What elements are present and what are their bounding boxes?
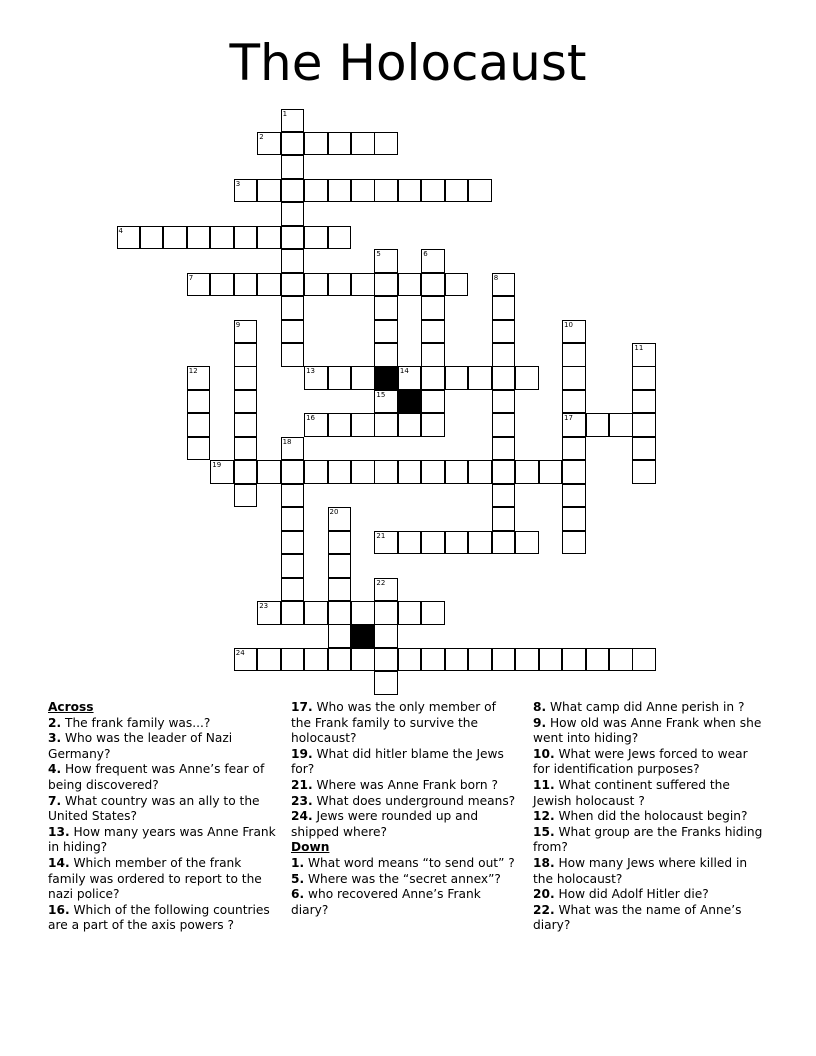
clue-item-number: 17. <box>291 700 313 714</box>
grid-cell[interactable] <box>281 273 305 297</box>
clue-item-number: 5. <box>291 871 305 886</box>
grid-cell[interactable] <box>421 413 445 437</box>
grid-cell[interactable] <box>562 413 586 437</box>
grid-cell[interactable] <box>234 413 258 437</box>
grid-cell[interactable] <box>492 296 516 320</box>
clue-number: 24 <box>235 648 245 657</box>
clue-number: 23 <box>259 602 269 610</box>
clue-number: 16 <box>306 414 316 423</box>
grid-cell[interactable] <box>374 179 398 203</box>
grid-cell[interactable] <box>351 273 375 297</box>
grid-cell[interactable] <box>492 320 516 344</box>
grid-cell[interactable] <box>257 601 281 625</box>
grid-cell[interactable] <box>445 460 469 484</box>
grid-cell[interactable] <box>304 460 328 484</box>
clue-item <box>533 700 765 716</box>
clue-item <box>533 778 765 809</box>
clue-item <box>48 716 280 732</box>
grid-cell[interactable] <box>374 249 398 273</box>
clue-column-2 <box>291 700 519 918</box>
grid-cell[interactable] <box>398 460 422 484</box>
grid-cell[interactable] <box>445 179 469 203</box>
grid-cell[interactable] <box>586 413 610 437</box>
clue-number: 10 <box>564 320 573 329</box>
grid-cell[interactable] <box>234 460 258 484</box>
grid-cell[interactable] <box>374 671 398 695</box>
grid-cell[interactable] <box>328 273 352 297</box>
grid-cell[interactable] <box>445 648 469 672</box>
clue-item <box>291 778 519 794</box>
grid-cell[interactable] <box>281 343 305 367</box>
clue-item-text: How many Jews where killed in the holocaust? <box>533 855 748 886</box>
grid-cell[interactable] <box>562 343 586 367</box>
clue-item-text: Where was Anne Frank born ? <box>312 777 498 792</box>
grid-cell[interactable] <box>421 273 445 297</box>
clue-number: 6 <box>423 250 428 259</box>
grid-cell[interactable] <box>374 413 398 437</box>
clue-item-number: 6. <box>291 887 305 902</box>
grid-cell[interactable] <box>421 366 445 390</box>
across-heading: Across <box>48 700 94 714</box>
clue-item-text: How did Adolf Hitler die? <box>554 887 709 902</box>
grid-cell[interactable] <box>468 460 492 484</box>
grid-cell[interactable] <box>304 601 328 625</box>
grid-cell[interactable] <box>374 390 398 414</box>
grid-cell[interactable] <box>492 648 516 672</box>
grid-cell[interactable] <box>328 366 352 390</box>
clue-item-text: The frank family was...? <box>61 715 211 730</box>
grid-cell[interactable] <box>398 601 422 625</box>
grid-cell[interactable] <box>515 366 539 390</box>
clue-item-text: Which member of the frank family was ordered to report to the nazi police? <box>48 855 262 902</box>
grid-cell[interactable] <box>562 531 586 555</box>
clue-item-text: Jews were rounded up and shipped where? <box>291 809 479 839</box>
grid-cell[interactable] <box>281 531 305 555</box>
clue-number: 12 <box>188 367 198 376</box>
clue-item <box>533 809 765 825</box>
grid-cell[interactable] <box>515 531 539 555</box>
grid-cell[interactable] <box>632 366 656 390</box>
grid-cell[interactable] <box>632 390 656 414</box>
grid-cell[interactable] <box>421 531 445 555</box>
clue-column-3 <box>533 700 765 934</box>
grid-cell[interactable] <box>304 132 328 156</box>
clue-item-number: 23. <box>291 793 313 808</box>
grid-cell[interactable] <box>398 273 422 297</box>
grid-cell[interactable] <box>562 390 586 414</box>
grid-cell[interactable] <box>586 648 610 672</box>
grid-cell[interactable] <box>421 249 445 273</box>
clue-item-text: What country was an ally to the United States? <box>48 793 260 824</box>
clue-item-text: What was the name of Anne’s diary? <box>533 902 742 933</box>
grid-cell[interactable] <box>281 484 305 508</box>
grid-cell[interactable] <box>304 413 328 437</box>
clue-item-text: who recovered Anne’s Frank diary? <box>291 887 481 917</box>
grid-cell[interactable] <box>257 648 281 672</box>
grid-cell[interactable] <box>374 601 398 625</box>
grid-cell[interactable] <box>492 484 516 508</box>
clue-number: 21 <box>376 531 386 540</box>
clue-column-1 <box>48 700 280 934</box>
grid-cell[interactable] <box>492 413 516 437</box>
grid-cell[interactable] <box>492 390 516 414</box>
clue-item <box>48 762 280 793</box>
grid-cell[interactable] <box>210 273 234 297</box>
grid-cell[interactable] <box>281 226 305 250</box>
grid-cell[interactable] <box>351 460 375 484</box>
grid-cell[interactable] <box>398 648 422 672</box>
clue-item <box>291 747 519 778</box>
clue-item <box>291 794 519 810</box>
clue-item-text: Where was the “secret annex”? <box>304 871 501 886</box>
grid-cell[interactable] <box>374 320 398 344</box>
grid-cell[interactable] <box>187 366 211 390</box>
clue-number: 15 <box>376 390 386 399</box>
clue-number: 4 <box>118 226 123 235</box>
clue-item <box>291 872 519 888</box>
grid-cell[interactable] <box>257 132 281 156</box>
clue-number: 14 <box>399 367 409 376</box>
grid-cell[interactable] <box>374 132 398 156</box>
clue-item-number: 2. <box>48 715 62 730</box>
grid-cell[interactable] <box>398 531 422 555</box>
grid-cell[interactable] <box>234 648 258 672</box>
grid-cell[interactable] <box>163 226 187 250</box>
grid-cell[interactable] <box>281 437 305 461</box>
grid-cell[interactable] <box>281 155 305 179</box>
grid-cell[interactable] <box>374 648 398 672</box>
clue-number: 5 <box>376 250 381 259</box>
grid-cell[interactable] <box>234 343 258 367</box>
grid-cell[interactable] <box>468 179 492 203</box>
grid-cell[interactable] <box>328 460 352 484</box>
clue-item <box>48 903 280 934</box>
grid-cell[interactable] <box>351 601 375 625</box>
grid-cell[interactable] <box>328 578 352 602</box>
grid-cell[interactable] <box>421 320 445 344</box>
grid-cell[interactable] <box>632 437 656 461</box>
grid-cell[interactable] <box>492 507 516 531</box>
clue-item-text: What camp did Anne perish in ? <box>546 700 745 714</box>
grid-cell[interactable] <box>421 296 445 320</box>
grid-cell[interactable] <box>234 273 258 297</box>
grid-cell[interactable] <box>234 437 258 461</box>
grid-cell[interactable] <box>398 179 422 203</box>
grid-block <box>351 624 375 648</box>
grid-cell[interactable] <box>281 554 305 578</box>
grid-cell[interactable] <box>421 460 445 484</box>
grid-cell[interactable] <box>304 648 328 672</box>
grid-cell[interactable] <box>468 531 492 555</box>
grid-cell[interactable] <box>632 343 656 367</box>
clue-item-text: What word means “to send out” ? <box>304 855 515 870</box>
grid-cell[interactable] <box>445 366 469 390</box>
clue-item <box>48 856 280 903</box>
grid-cell[interactable] <box>281 132 305 156</box>
clue-number: 13 <box>306 367 316 376</box>
clue-item-number: 8. <box>533 700 547 714</box>
clue-number: 7 <box>188 273 194 282</box>
grid-cell[interactable] <box>421 390 445 414</box>
grid-cell[interactable] <box>468 648 492 672</box>
grid-cell[interactable] <box>117 226 141 250</box>
clue-item <box>291 700 519 747</box>
clue-item-number: 7. <box>48 793 62 808</box>
grid-cell[interactable] <box>281 648 305 672</box>
clue-number: 20 <box>329 508 339 517</box>
clue-number: 3 <box>235 179 241 188</box>
grid-cell[interactable] <box>281 578 305 602</box>
grid-cell[interactable] <box>281 601 305 625</box>
grid-cell[interactable] <box>328 554 352 578</box>
clue-item <box>291 809 519 840</box>
grid-cell[interactable] <box>257 226 281 250</box>
grid-cell[interactable] <box>187 273 211 297</box>
clue-number: 19 <box>212 461 222 470</box>
grid-cell[interactable] <box>304 366 328 390</box>
grid-cell[interactable] <box>515 648 539 672</box>
clue-item-text: When did the holocaust begin? <box>554 809 748 824</box>
grid-cell[interactable] <box>398 366 422 390</box>
clue-item-number: 11. <box>533 777 555 792</box>
grid-cell[interactable] <box>328 507 352 531</box>
clue-item-number: 18. <box>533 855 555 870</box>
grid-cell[interactable] <box>374 624 398 648</box>
grid-cell[interactable] <box>539 648 563 672</box>
clue-item <box>533 856 765 887</box>
grid-cell[interactable] <box>445 531 469 555</box>
grid-cell[interactable] <box>374 578 398 602</box>
clue-item-text: How many years was Anne Frank in hiding? <box>48 824 276 855</box>
grid-cell[interactable] <box>562 437 586 461</box>
clue-item <box>533 887 765 903</box>
grid-cell[interactable] <box>210 460 234 484</box>
grid-cell[interactable] <box>187 437 211 461</box>
grid-cell[interactable] <box>304 179 328 203</box>
clue-number: 22 <box>376 578 386 587</box>
grid-cell[interactable] <box>257 179 281 203</box>
grid-cell[interactable] <box>281 202 305 226</box>
grid-cell[interactable] <box>562 484 586 508</box>
clue-item-text: What does underground means? <box>312 793 516 808</box>
grid-cell[interactable] <box>328 132 352 156</box>
clue-item <box>48 825 280 856</box>
grid-cell[interactable] <box>234 366 258 390</box>
grid-cell[interactable] <box>281 507 305 531</box>
grid-cell[interactable] <box>609 648 633 672</box>
clue-number: 18 <box>282 437 292 446</box>
clue-item-number: 10. <box>533 746 555 761</box>
clue-item-number: 9. <box>533 715 547 730</box>
grid-cell[interactable] <box>234 390 258 414</box>
clue-number: 2 <box>259 132 264 141</box>
clue-item-number: 1. <box>291 855 305 870</box>
clue-item-text: How old was Anne Frank when she went into hiding? <box>533 715 762 746</box>
clue-item-number: 13. <box>48 824 70 839</box>
clue-number: 11 <box>634 344 644 352</box>
clue-item-number: 14. <box>48 855 70 870</box>
grid-cell[interactable] <box>281 109 305 133</box>
grid-cell[interactable] <box>632 413 656 437</box>
clue-item <box>533 825 765 856</box>
clue-item <box>48 731 280 762</box>
grid-cell[interactable] <box>234 484 258 508</box>
grid-cell[interactable] <box>187 413 211 437</box>
grid-cell[interactable] <box>492 531 516 555</box>
clue-item <box>533 747 765 778</box>
grid-cell[interactable] <box>632 460 656 484</box>
grid-cell[interactable] <box>351 648 375 672</box>
grid-cell[interactable] <box>328 179 352 203</box>
clue-item-number: 12. <box>533 809 555 824</box>
clue-item-number: 20. <box>533 887 555 902</box>
grid-cell[interactable] <box>210 226 234 250</box>
grid-cell[interactable] <box>374 343 398 367</box>
grid-cell[interactable] <box>328 624 352 648</box>
grid-cell[interactable] <box>468 366 492 390</box>
grid-cell[interactable] <box>562 460 586 484</box>
grid-cell[interactable] <box>492 273 516 297</box>
grid-cell[interactable] <box>374 531 398 555</box>
grid-cell[interactable] <box>328 648 352 672</box>
grid-cell[interactable] <box>421 343 445 367</box>
grid-cell[interactable] <box>492 366 516 390</box>
grid-cell[interactable] <box>328 413 352 437</box>
clue-item-text: Who was the only member of the Frank family to survive the holocaust? <box>291 700 496 746</box>
clue-item <box>533 903 765 934</box>
clue-item-number: 19. <box>291 746 313 761</box>
grid-cell[interactable] <box>562 366 586 390</box>
grid-cell[interactable] <box>328 601 352 625</box>
grid-cell[interactable] <box>492 460 516 484</box>
grid-cell[interactable] <box>257 460 281 484</box>
clue-number: 9 <box>235 320 241 329</box>
grid-cell[interactable] <box>304 273 328 297</box>
down-heading: Down <box>291 840 330 855</box>
clue-number: 8 <box>493 273 499 282</box>
grid-cell[interactable] <box>328 531 352 555</box>
grid-cell[interactable] <box>374 460 398 484</box>
grid-cell[interactable] <box>562 320 586 344</box>
grid-cell[interactable] <box>562 507 586 531</box>
grid-cell[interactable] <box>609 413 633 437</box>
clue-item-number: 4. <box>48 762 62 777</box>
grid-cell[interactable] <box>515 460 539 484</box>
clue-item-number: 3. <box>48 731 62 746</box>
grid-cell[interactable] <box>562 648 586 672</box>
grid-cell[interactable] <box>351 413 375 437</box>
clue-item-text: Which of the following countries are a part of the axis powers ? <box>48 902 270 933</box>
page-title: The Holocaust <box>229 34 587 92</box>
grid-cell[interactable] <box>351 179 375 203</box>
clue-item-number: 15. <box>533 824 555 839</box>
grid-cell[interactable] <box>445 273 469 297</box>
clue-item-number: 21. <box>291 777 313 792</box>
clue-item <box>533 716 765 747</box>
grid-cell[interactable] <box>187 226 211 250</box>
clue-item-text: Who was the leader of Nazi Germany? <box>48 731 233 761</box>
grid-cell[interactable] <box>281 179 305 203</box>
grid-cell[interactable] <box>304 226 328 250</box>
grid-cell[interactable] <box>492 437 516 461</box>
clue-item-text: What did hitler blame the Jews for? <box>291 746 504 777</box>
grid-cell[interactable] <box>632 648 656 672</box>
clue-item-text: How frequent was Anne’s fear of being discovered? <box>48 762 265 792</box>
grid-cell[interactable] <box>234 226 258 250</box>
grid-cell[interactable] <box>374 296 398 320</box>
grid-cell[interactable] <box>281 296 305 320</box>
clue-item <box>291 856 519 872</box>
clue-item-text: What were Jews forced to wear for identification purposes? <box>533 746 748 777</box>
grid-cell[interactable] <box>281 460 305 484</box>
grid-cell[interactable] <box>421 648 445 672</box>
grid-cell[interactable] <box>257 273 281 297</box>
clue-item-text: What continent suffered the Jewish holocaust ? <box>533 777 730 808</box>
grid-block <box>374 366 398 390</box>
clue-number: 17 <box>564 414 573 423</box>
grid-cell[interactable] <box>328 226 352 250</box>
grid-cell[interactable] <box>398 413 422 437</box>
grid-cell[interactable] <box>492 343 516 367</box>
grid-cell[interactable] <box>421 179 445 203</box>
grid-cell[interactable] <box>351 132 375 156</box>
grid-cell[interactable] <box>421 601 445 625</box>
clue-item-number: 24. <box>291 809 313 824</box>
grid-block <box>398 390 422 414</box>
clue-item <box>291 887 519 918</box>
clue-item-number: 16. <box>48 902 70 917</box>
clue-number: 1 <box>282 109 288 118</box>
grid-cell[interactable] <box>374 273 398 297</box>
grid-cell[interactable] <box>140 226 164 250</box>
grid-cell[interactable] <box>234 320 258 344</box>
clue-item <box>48 794 280 825</box>
grid-cell[interactable] <box>187 390 211 414</box>
clue-item-text: What group are the Franks hiding from? <box>533 824 763 855</box>
grid-cell[interactable] <box>234 179 258 203</box>
clue-item-number: 22. <box>533 902 555 917</box>
grid-cell[interactable] <box>281 249 305 273</box>
grid-cell[interactable] <box>539 460 563 484</box>
grid-cell[interactable] <box>351 366 375 390</box>
grid-cell[interactable] <box>281 320 305 344</box>
